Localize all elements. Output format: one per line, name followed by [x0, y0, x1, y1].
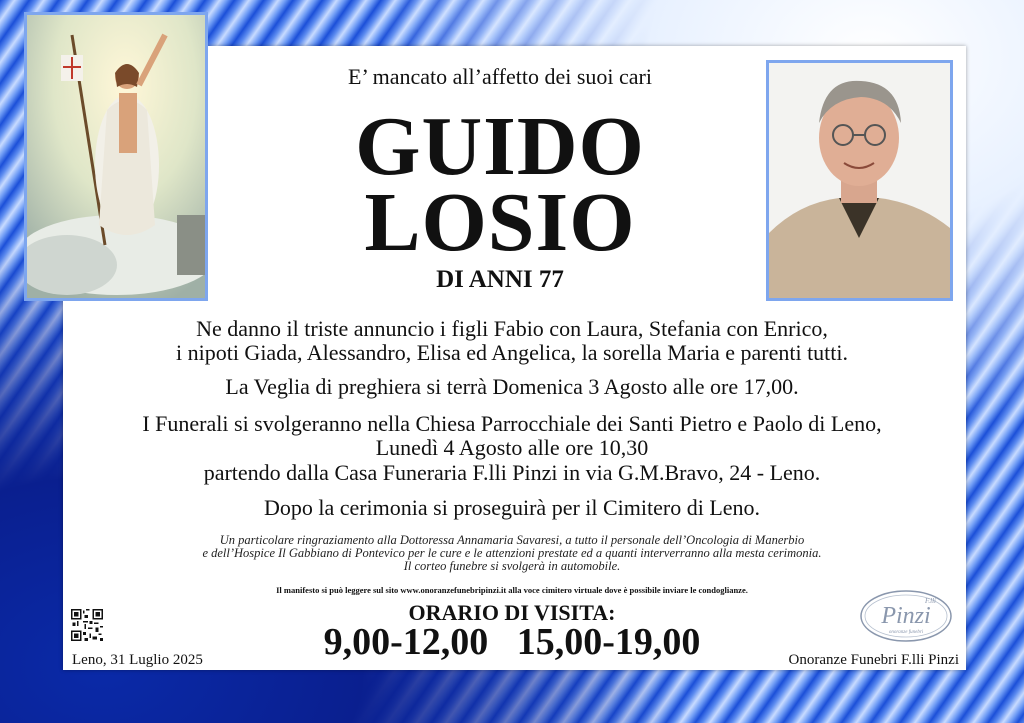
visiting-title: ORARIO DI VISITA:: [408, 600, 616, 625]
deceased-last-name: LOSIO: [364, 176, 636, 269]
thanks-line: Un particolare ringraziamento alla Dottoressa Annamaria Savaresi, a tutto il personale dell’Oncologia di Manerbio: [219, 533, 805, 547]
announcement-line: Ne danno il triste annuncio i figli Fabio con Laura, Stefania con Enrico,: [196, 316, 828, 341]
qr-code-icon[interactable]: [71, 609, 103, 641]
logo-sub-text: onoranze funebri: [888, 630, 924, 635]
after-ceremony-text: Dopo la cerimonia si proseguirà per il Cimitero di Leno.: [263, 495, 761, 520]
announcement-line: i nipoti Giada, Alessandro, Elisa ed Angelica, la sorella Maria e parenti tutti.: [175, 340, 849, 365]
intro-text: E’ mancato all’affetto dei suoi cari: [348, 64, 652, 89]
funeral-line: partendo dalla Casa Funeraria F.lli Pinzi in via G.M.Bravo, 24 - Leno.: [203, 460, 821, 485]
place-date: Leno, 31 Luglio 2025: [72, 652, 203, 668]
funeral-line: Lunedì 4 Agosto alle ore 10,30: [375, 435, 649, 460]
funeral-line: I Funerali si svolgeranno nella Chiesa Parrocchiale dei Santi Pietro e Paolo di Leno,: [142, 411, 882, 436]
vigil-text: La Veglia di preghiera si terrà Domenica 3 Agosto alle ore 17,00.: [225, 374, 799, 399]
thanks-line: Il corteo funebre si svolgerà in automobile.: [403, 559, 621, 573]
agency-name: Onoranze Funebri F.lli Pinzi: [788, 652, 959, 668]
logo-small-text: F.lli: [925, 597, 936, 605]
website-note: Il manifesto si può leggere sul sito www.onoranzefunebripinzi.it alla voce cimitero virtuale dove è possibile inviare le condoglianze.: [276, 585, 748, 595]
logo-text: Pinzi: [881, 603, 931, 629]
thanks-line: e dell’Hospice Il Gabbiano di Pontevico per le cure e le attenzioni prestate ed a quanti interverranno alla mesta cerimonia.: [202, 546, 822, 560]
visiting-hours: 9,00-12,00 15,00-19,00: [323, 621, 701, 663]
deceased-age: DI ANNI 77: [436, 266, 564, 293]
deceased-first-name: GUIDO: [355, 100, 645, 193]
agency-logo: [859, 589, 953, 643]
